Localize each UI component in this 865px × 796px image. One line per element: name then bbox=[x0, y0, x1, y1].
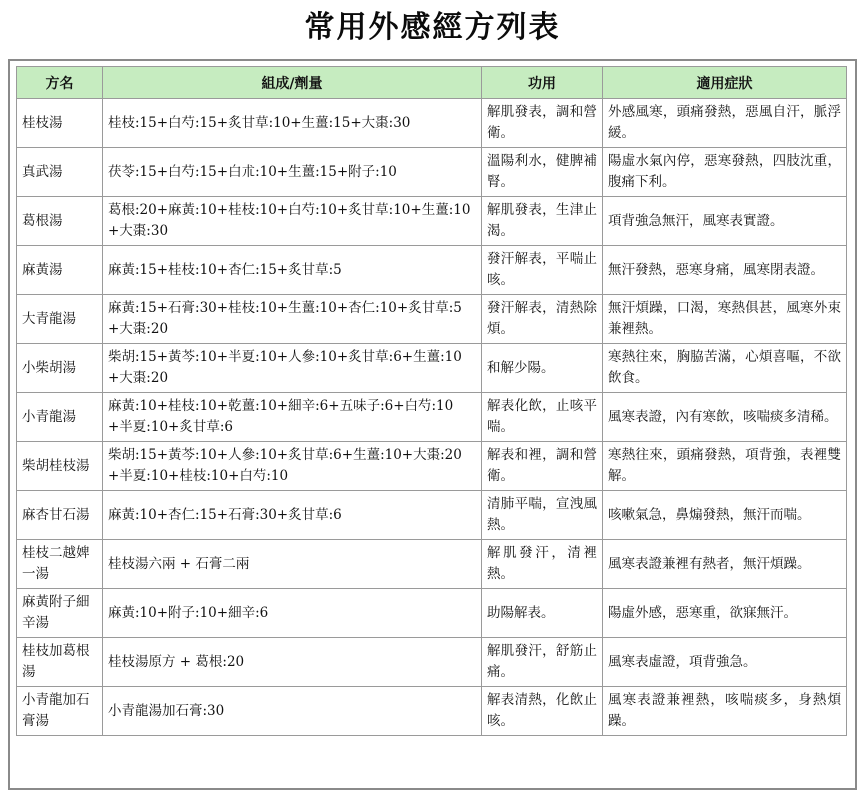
symptoms-cell: 寒熱往來，頭痛發熱，項背強，表裡雙解。 bbox=[603, 442, 847, 491]
table-row bbox=[17, 638, 847, 687]
composition-cell: 小青龍湯加石膏:30 bbox=[103, 687, 482, 736]
prescription-name-cell: 真武湯 bbox=[17, 148, 103, 197]
symptoms-cell: 寒熱往來，胸脇苦滿，心煩喜嘔，不欲飲食。 bbox=[603, 344, 847, 393]
composition-cell: 麻黃:10+杏仁:15+石膏:30+炙甘草:6 bbox=[103, 491, 482, 540]
table-row bbox=[17, 295, 847, 344]
prescription-name-cell: 小柴胡湯 bbox=[17, 344, 103, 393]
table-row bbox=[17, 393, 847, 442]
function-cell: 解肌發表，調和營衛。 bbox=[482, 99, 603, 148]
function-cell: 解肌發汗，舒筋止痛。 bbox=[482, 638, 603, 687]
function-cell: 清肺平喘，宣洩風熱。 bbox=[482, 491, 603, 540]
symptoms-cell: 咳嗽氣急，鼻煽發熱，無汗而喘。 bbox=[603, 491, 847, 540]
table-row bbox=[17, 344, 847, 393]
symptoms-cell: 外感風寒，頭痛發熱，惡風自汗，脈浮緩。 bbox=[603, 99, 847, 148]
table-row bbox=[17, 246, 847, 295]
prescription-name-cell: 桂枝加葛根湯 bbox=[17, 638, 103, 687]
prescription-name-cell: 大青龍湯 bbox=[17, 295, 103, 344]
function-cell: 助陽解表。 bbox=[482, 589, 603, 638]
composition-cell: 柴胡:15+黃芩:10+人參:10+炙甘草:6+生薑:10+大棗:20+半夏:10+桂枝:10+白芍:10 bbox=[103, 442, 482, 491]
function-cell: 發汗解表，清熱除煩。 bbox=[482, 295, 603, 344]
prescription-name-cell: 柴胡桂枝湯 bbox=[17, 442, 103, 491]
symptoms-cell: 陽虛外感，惡寒重，欲寐無汗。 bbox=[603, 589, 847, 638]
prescription-name-cell: 小青龍加石膏湯 bbox=[17, 687, 103, 736]
prescription-name-cell: 小青龍湯 bbox=[17, 393, 103, 442]
table-row bbox=[17, 442, 847, 491]
composition-cell: 麻黃:15+桂枝:10+杏仁:15+炙甘草:5 bbox=[103, 246, 482, 295]
column-header-function: 功用 bbox=[482, 67, 603, 99]
prescription-name-cell: 桂枝二越婢一湯 bbox=[17, 540, 103, 589]
table-header-row bbox=[17, 67, 847, 99]
page-title: 常用外感經方列表 bbox=[304, 10, 561, 45]
prescription-table bbox=[16, 66, 847, 736]
composition-cell: 葛根:20+麻黃:10+桂枝:10+白芍:10+炙甘草:10+生薑:10+大棗:30 bbox=[103, 197, 482, 246]
table-row bbox=[17, 687, 847, 736]
function-cell: 解表化飲，止咳平喘。 bbox=[482, 393, 603, 442]
table-row bbox=[17, 197, 847, 246]
symptoms-cell: 風寒表虛證，項背強急。 bbox=[603, 638, 847, 687]
column-header-composition: 組成/劑量 bbox=[103, 67, 482, 99]
function-cell: 解表清熱，化飲止咳。 bbox=[482, 687, 603, 736]
symptoms-cell: 風寒表證兼裡熱，咳喘痰多，身熱煩躁。 bbox=[603, 687, 847, 736]
function-cell: 解表和裡，調和營衛。 bbox=[482, 442, 603, 491]
function-cell: 發汗解表，平喘止咳。 bbox=[482, 246, 603, 295]
composition-cell: 柴胡:15+黃芩:10+半夏:10+人參:10+炙甘草:6+生薑:10+大棗:20 bbox=[103, 344, 482, 393]
composition-cell: 桂枝:15+白芍:15+炙甘草:10+生薑:15+大棗:30 bbox=[103, 99, 482, 148]
composition-cell: 麻黃:15+石膏:30+桂枝:10+生薑:10+杏仁:10+炙甘草:5+大棗:20 bbox=[103, 295, 482, 344]
symptoms-cell: 風寒表證，內有寒飲，咳喘痰多清稀。 bbox=[603, 393, 847, 442]
composition-cell: 麻黃:10+附子:10+細辛:6 bbox=[103, 589, 482, 638]
composition-cell: 茯苓:15+白芍:15+白朮:10+生薑:15+附子:10 bbox=[103, 148, 482, 197]
prescription-name-cell: 葛根湯 bbox=[17, 197, 103, 246]
prescription-name-cell: 麻杏甘石湯 bbox=[17, 491, 103, 540]
column-header-symptoms: 適用症狀 bbox=[603, 67, 847, 99]
function-cell: 解肌發表，生津止渴。 bbox=[482, 197, 603, 246]
composition-cell: 桂枝湯原方 + 葛根:20 bbox=[103, 638, 482, 687]
symptoms-cell: 陽虛水氣內停，惡寒發熱，四肢沈重，腹痛下利。 bbox=[603, 148, 847, 197]
function-cell: 和解少陽。 bbox=[482, 344, 603, 393]
table-row bbox=[17, 589, 847, 638]
symptoms-cell: 無汗煩躁，口渴，寒熱俱甚，風寒外束兼裡熱。 bbox=[603, 295, 847, 344]
table-row bbox=[17, 540, 847, 589]
symptoms-cell: 項背強急無汗，風寒表實證。 bbox=[603, 197, 847, 246]
symptoms-cell: 風寒表證兼裡有熱者，無汗煩躁。 bbox=[603, 540, 847, 589]
prescription-name-cell: 麻黃湯 bbox=[17, 246, 103, 295]
table-row bbox=[17, 491, 847, 540]
composition-cell: 桂枝湯六兩 + 石膏二兩 bbox=[103, 540, 482, 589]
table-row bbox=[17, 148, 847, 197]
prescription-name-cell: 桂枝湯 bbox=[17, 99, 103, 148]
table-row bbox=[17, 99, 847, 148]
composition-cell: 麻黃:10+桂枝:10+乾薑:10+細辛:6+五味子:6+白芍:10+半夏:10+炙甘草:6 bbox=[103, 393, 482, 442]
function-cell: 解肌發汗，清裡熱。 bbox=[482, 540, 603, 589]
function-cell: 溫陽利水，健脾補腎。 bbox=[482, 148, 603, 197]
prescription-name-cell: 麻黃附子細辛湯 bbox=[17, 589, 103, 638]
table-frame bbox=[8, 59, 857, 790]
column-header-name: 方名 bbox=[17, 67, 103, 99]
symptoms-cell: 無汗發熱，惡寒身痛，風寒閉表證。 bbox=[603, 246, 847, 295]
